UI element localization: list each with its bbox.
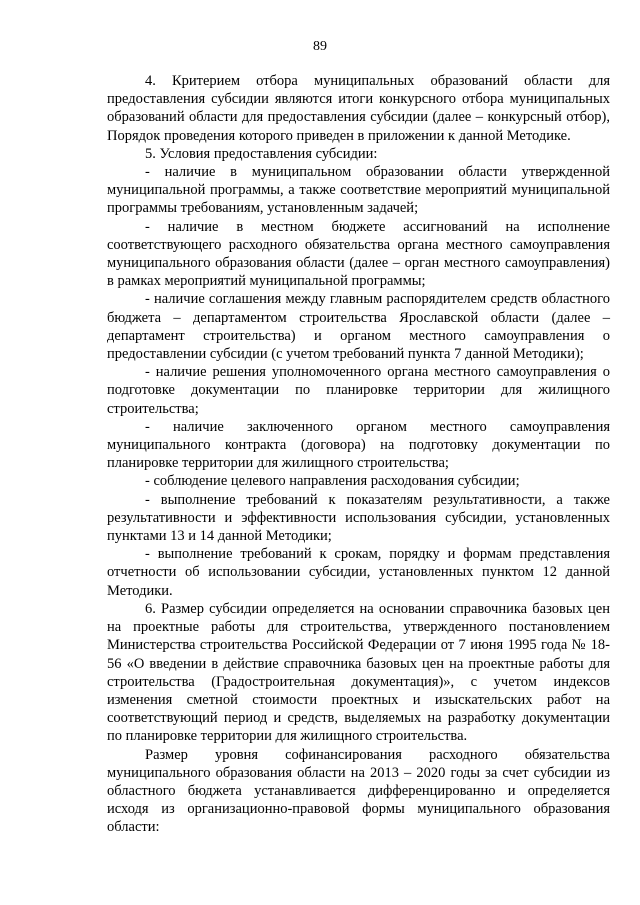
document-body — [107, 72, 610, 837]
paragraph-subsidy-amount: 6. Размер субсидии определяется на основании справочника базовых цен на проектные работы для строительства, утвержденного постановлением Министерства строительства Российской Федерации от 7 июня 1995 года № 18-56 «О введении в действие справочника базовых цен на проектные работы для строительства (Градостроительная документация)», с учетом индексов изменения сметной стоимости проектных и изыскательских работ на соответствующий период и средств, выделяемых на разработку документации по планировке территории для жилищного строительства. — [107, 600, 610, 745]
page-number: 89 — [313, 39, 327, 54]
paragraph-selection-criterion: 4. Критерием отбора муниципальных образований области для предоставления субсидии являются итоги конкурсного отбора муниципальных образований области для предоставления субсидии (далее – конкурсный отбор), Порядок проведения которого приведен в приложении к данной Методике. — [107, 73, 610, 144]
paragraph-condition-contract: - наличие заключенного органом местного самоуправления муниципального контракта (договора) на подготовку документации по планировке территории для жилищного строительства; — [107, 418, 610, 472]
paragraph-condition-program: - наличие в муниципальном образовании области утвержденной муниципальной программы, а также соответствие мероприятий муниципальной программы требованиям, установленным задачей; — [107, 164, 610, 217]
paragraph-condition-budget: - наличие в местном бюджете ассигнований на исполнение соответствующего расходного обязательства органа местного самоуправления муниципального образования области (далее – орган местного самоуправления) в рамках мероприятий муниципальной программы; — [107, 218, 610, 290]
paragraph-condition-decision: - наличие решения уполномоченного органа местного самоуправления о подготовке документации по планировке территории для жилищного строительства; — [107, 364, 610, 417]
paragraph-condition-reporting: - выполнение требований к срокам, порядку и формам представления отчетности об использовании субсидии, установленных пунктом 12 данной Методики. — [107, 546, 610, 599]
paragraph-cofinancing-level: Размер уровня софинансирования расходного обязательства муниципального образования области на 2013 – 2020 годы за счет субсидии из областного бюджета устанавливается дифференцированно и определяется исходя из организационно-правовой формы муниципального образования области: — [107, 746, 610, 836]
paragraph-condition-purpose: - соблюдение целевого направления расходования субсидии; — [145, 473, 520, 490]
paragraph-condition-agreement: - наличие соглашения между главным распорядителем средств областного бюджета – департаментом строительства Ярославской области (далее – департамент строительства) и органом местного самоуправления о предоставлении субсидии (с учетом требований пункта 7 данной Методики); — [107, 291, 610, 363]
paragraph-conditions-heading: 5. Условия предоставления субсидии: — [145, 145, 378, 162]
paragraph-condition-indicators: - выполнение требований к показателям результативности, а также результативности и эффективности использования субсидии, установленных пунктами 13 и 14 данной Методики; — [107, 491, 610, 545]
